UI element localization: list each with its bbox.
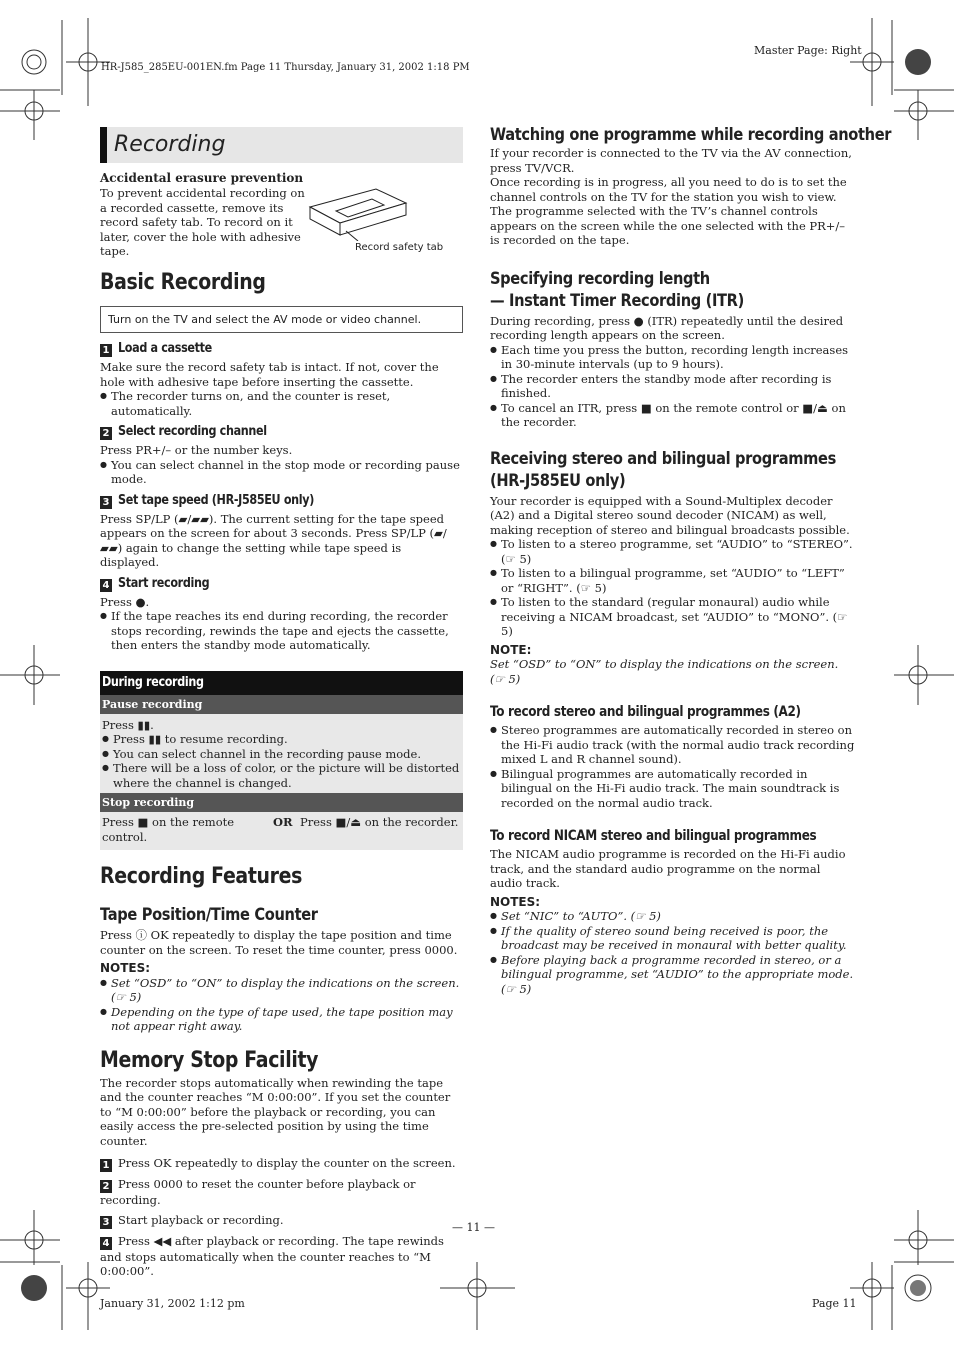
nicam-title: To record NICAM stereo and bilingual programmes xyxy=(490,828,817,844)
instruction-box: Turn on the TV and select the AV mode or video channel. xyxy=(100,306,463,333)
pause-recording-header: Pause recording xyxy=(100,695,463,714)
memory-stop-title: Memory Stop Facility xyxy=(100,1047,319,1073)
file-info: HR-J585_285EU-001EN.fm Page 11 Thursday, January 31, 2002 1:18 PM xyxy=(101,62,470,73)
during-recording-header: During recording xyxy=(100,671,463,695)
erasure-section xyxy=(100,171,463,257)
footer-date: January 31, 2002 1:12 pm xyxy=(100,1297,245,1310)
recording-title-bar xyxy=(100,127,463,163)
note-label: NOTE: xyxy=(490,642,532,657)
memory-step-1: 1 Press OK repeatedly to display the counter on the screen. xyxy=(100,1156,463,1172)
step-3: 3 Set tape speed (HR-J585EU only) Press SP/LP (▰/▰▰). The current setting for the tape speed appears on the screen for about 3 seconds. Press SP/LP (▰/▰▰) again to change the setting while tape speed is displayed. xyxy=(100,492,447,569)
memory-step-3: 3 Start playback or recording. xyxy=(100,1213,463,1229)
pause-recording-body: Press ▮▮. ● Press ▮▮ to resume recording. ● You can select channel in the recording pause mode. ● There will be a loss of color, or the picture will be distorted where the channel is changed. xyxy=(100,714,463,794)
notes-label: NOTES: xyxy=(100,961,151,975)
memory-step-2: 2 Press 0000 to reset the counter before playback or recording. xyxy=(100,1177,416,1207)
memory-step-4: 4 Press ◀◀ after playback or recording. The tape rewinds and stops automatically when the counter reaches to “M 0:00:00”. xyxy=(100,1233,444,1278)
during-recording-table xyxy=(100,671,463,851)
left-column: Recording Accidental erasure prevention To prevent accidental recording on a recorded cassette, remove its record safety tab. To record on it later, cover the hole with adhesive tape. Record safety tab Basic Recording Turn on the TV and select the AV mode or video channel. 1 Load a cassette Make sure the record safety tab is intact. If not, cover the hole with adhesive tape before inserting the cassette. ● The recorder turns on, and the counter is reset, automatically. 2 Select recording channel Press PR+/– or the number keys. ● You can select channel in the stop mode or recording pause mode. 3 Set tape speed (HR-J585EU only) Press SP/LP (▰/▰▰). The current setting for the tape speed appears on the screen for about 3 seconds. Press SP/LP (▰/▰▰) again to change the setting while tape speed is displayed. 4 Start recording Press ●. ● If the tape reaches its end during recording, the recorder stops recording, rewinds the tape and ejects the cassette, then enters the standby mode automatically. During recording Pause recording Press ▮▮. ● Press ▮▮ to resume recording. ● You can select channel in the recording pause mode. ● There will be a loss of color, or the picture will be distorted where the channel is changed. Stop recording Press ■ on the remote control. OR Press ■/⏏ on the recorder. Recording Features Tape Position/Time Counter Press ⓘ OK repeatedly to display the tape position and time counter on the screen. To reset the time counter, press 0000. NOTES: ● Set “OSD” to “ON” to display the indications on the screen. (☞ 5) ● Depending on the type of tape used, the tape position may not appear right away. Memory Stop Facility The recorder stops automatically when rewinding the tape and the counter reaches “M 0:00:00”. If you set the counter to “M 0:00:00” before the playback or recording, you can easily access the pre-selected position by using the time counter. 1 Press OK repeatedly to display the counter on the screen. 2 Press 0000 to reset the counter before playback or recording. 3 Start playback or recording. 4 Press ◀◀ after playback or recording. The tape rewinds and stops automatically when the counter reaches to “M 0:00:00”. xyxy=(100,127,463,1279)
tape-position-text: Press ⓘ OK repeatedly to display the tape position and time counter on the screen. To reset the time counter, press 0000. xyxy=(100,928,458,957)
page-title: Recording xyxy=(114,132,226,157)
step-title: Set tape speed (HR-J585EU only) xyxy=(118,492,314,508)
step-title: Select recording channel xyxy=(118,424,267,439)
cassette-caption: Record safety tab xyxy=(355,242,444,253)
a2-title: To record stereo and bilingual programmes (A2) xyxy=(490,704,801,720)
page-number: — 11 — xyxy=(452,1221,495,1234)
step-4: 4 Start recording Press ●. ● If the tape reaches its end during recording, the recorder stops recording, rewinds the tape and ejects the cassette, then enters the standby mode automatically. xyxy=(100,576,463,653)
footer-page-label: Page 11 xyxy=(812,1297,857,1310)
step-1: 1 Load a cassette Make sure the record safety tab is intact. If not, cover the hole with adhesive tape before inserting the cassette. ● The recorder turns on, and the counter is reset, automatically. xyxy=(100,341,463,418)
erasure-text: To prevent accidental recording on a recorded cassette, remove its record safety tab. To record on it later, cover the hole with adhesive tape. xyxy=(100,186,305,258)
watching-title: Watching one programme while recording another xyxy=(490,125,892,145)
stop-recording-body: Press ■ on the remote control. OR Press ■/⏏ on the recorder. xyxy=(102,815,459,844)
basic-recording-title: Basic Recording xyxy=(100,270,266,295)
cassette-icon xyxy=(306,183,416,241)
stop-recording-header: Stop recording xyxy=(100,793,463,812)
master-page-label: Master Page: Right xyxy=(754,44,862,57)
step-title: Start recording xyxy=(118,575,210,591)
step-title: Load a cassette xyxy=(118,341,212,356)
erasure-heading: Accidental erasure prevention xyxy=(100,171,304,185)
stereo-title: Receiving stereo and bilingual programmes (HR-J585EU only) xyxy=(490,448,836,491)
right-column: Watching one programme while recording another If your recorder is connected to the TV via the AV connection, press TV/VCR. Once recording is in progress, all you need to do is to set the channel controls on the TV for the station you wish to view. The programme selected with the TV’s channel controls appears on the screen while the one selected with the PR+/– is recorded on the tape. Specifying recording length — Instant Timer Recording (ITR) During recording, press ● (ITR) repeatedly until the desired recording length appears on the screen. ● Each time you press the button, recording length increases in 30-minute intervals (up to 9 hours). ● The recorder enters the standby mode after recording is finished. ● To cancel an ITR, press ■ on the remote control or ■/⏏ on the recorder. Receiving stereo and bilingual programmes (HR-J585EU only) Your recorder is equipped with a Sound-Multiplex decoder (A2) and a Digital stereo sound decoder (NICAM) as well, making reception of stereo and bilingual broadcasts possible. ● To listen to a stereo programme, set “AUDIO” to “STEREO”. (☞ 5) ● To listen to a bilingual programme, set “AUDIO” to “LEFT” or “RIGHT”. (☞ 5) ● To listen to the standard (regular monaural) audio while receiving a NICAM broadcast, set “AUDIO” to “MONO”. (☞ 5) NOTE: Set “OSD” to “ON” to display the indications on the screen. (☞ 5) To record stereo and bilingual programmes (A2) ● Stereo programmes are automatically recorded in stereo on the Hi-Fi audio track (with the normal audio track recording mixed L and R channel sound). ● Bilingual programmes are automatically recorded in bilingual on the Hi-Fi audio track. The main soundtrack is recorded on the normal audio track. To record NICAM stereo and bilingual programmes The NICAM audio programme is recorded on the Hi-Fi audio track, and the standard audio programme on the normal audio track. NOTES: ● Set “NIC” to “AUTO”. (☞ 5) ● If the quality of stereo sound being received is poor, the broadcast may be received in monaural with better quality. ● Before playing back a programme recorded in stereo, or a bilingual programme, set “AUDIO” to the appropriate mode. (☞ 5) xyxy=(490,124,855,996)
step-2: 2 Select recording channel Press PR+/– or the number keys. ● You can select channel in the stop mode or recording pause mode. xyxy=(100,424,463,487)
itr-title: Specifying recording length — Instant Timer Recording (ITR) xyxy=(490,268,744,311)
tape-position-title: Tape Position/Time Counter xyxy=(100,905,318,925)
notes-label: NOTES: xyxy=(490,894,541,909)
recording-features-title: Recording Features xyxy=(100,864,303,889)
memory-stop-text: The recorder stops automatically when rewinding the tape and the counter reaches “M 0:00:00”. If you set the counter to “M 0:00:00” before the playback or recording, you can easily access the pre-selected position by using the time counter. xyxy=(100,1075,451,1148)
